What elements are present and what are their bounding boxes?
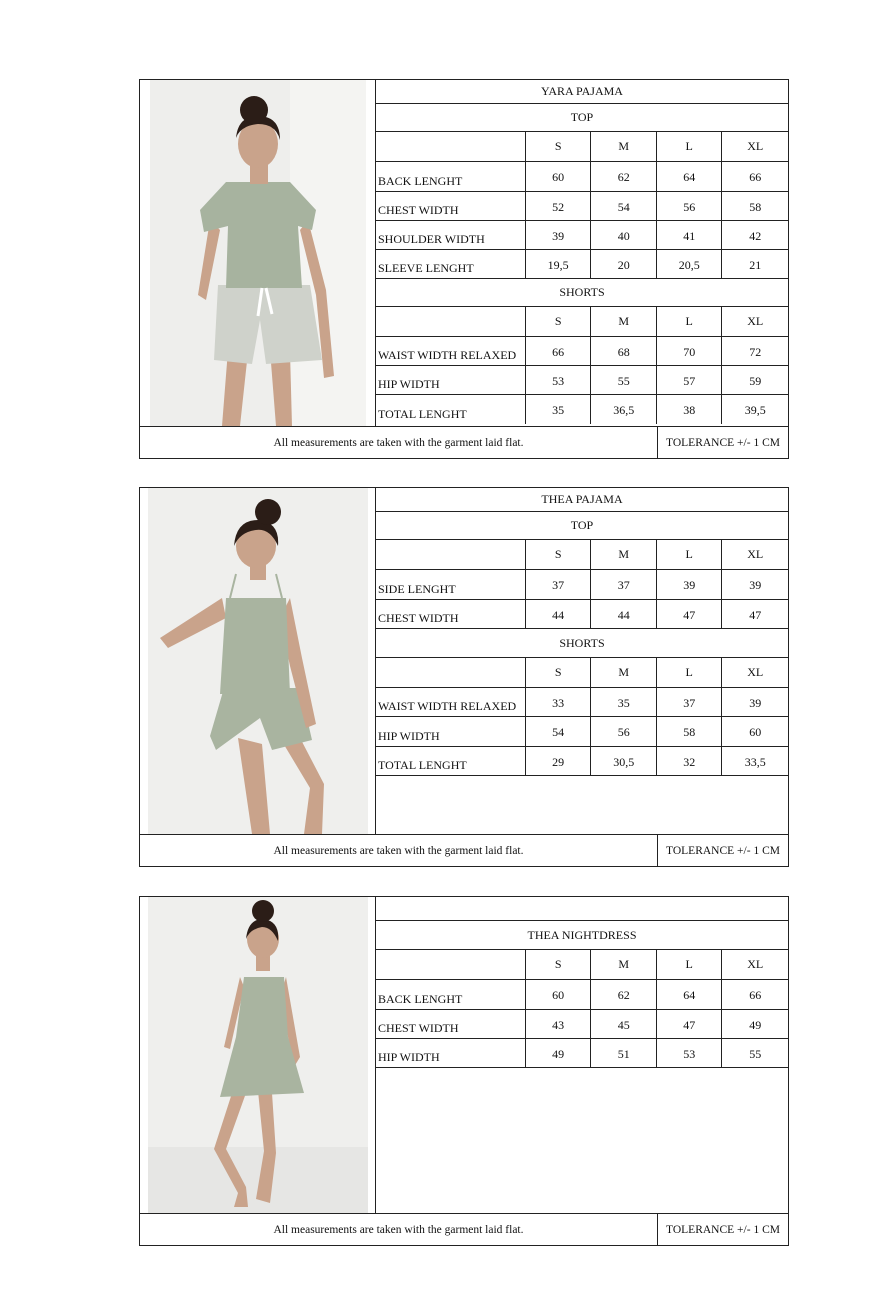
measure-value: 58: [749, 200, 762, 214]
table-row: [376, 600, 788, 629]
measure-value: 47: [749, 608, 762, 622]
measure-value: 33: [526, 688, 592, 716]
measure-value: 45: [591, 1010, 657, 1038]
measure-value: 37: [526, 570, 592, 599]
measure-value: 44: [526, 600, 592, 628]
thea-nightdress-photo: [140, 897, 376, 1213]
header-blank: [376, 658, 526, 687]
section-label-top: TOP: [570, 518, 594, 532]
measure-value: 44: [591, 600, 657, 628]
section-label-shorts: SHORTS: [559, 285, 605, 299]
measure-value: 66: [526, 337, 592, 365]
size-header-m: M: [591, 950, 657, 979]
measure-value: 51: [591, 1039, 657, 1067]
footer-row: [140, 834, 788, 866]
measure-value: 47: [657, 600, 723, 628]
measure-value: 39: [749, 696, 762, 710]
measure-value: 60: [526, 162, 592, 191]
measure-value: 20,5: [657, 250, 723, 278]
table-row: [376, 162, 788, 192]
table-row: [376, 688, 788, 717]
measure-value: 47: [657, 1010, 723, 1038]
measurement-note: All measurements are taken with the garment laid flat.: [140, 835, 658, 866]
measure-label: WAIST WIDTH RELAXED: [376, 337, 526, 365]
measure-value: 49: [526, 1039, 592, 1067]
measure-label: CHEST WIDTH: [376, 600, 526, 628]
thea-pajama-card: [139, 487, 789, 867]
header-blank: [376, 132, 526, 161]
tolerance-note: TOLERANCE +/- 1 CM: [666, 844, 780, 857]
thea-nightdress-table: [376, 897, 788, 1068]
thea-nightdress-card: [139, 896, 789, 1246]
measure-label: CHEST WIDTH: [376, 1010, 526, 1038]
measure-value: 40: [591, 221, 657, 249]
table-row: [376, 1039, 788, 1068]
size-header-l: L: [657, 132, 723, 161]
size-header-s: S: [526, 132, 592, 161]
measure-value: 55: [749, 1047, 762, 1061]
table-row: [376, 717, 788, 747]
header-blank: [376, 950, 526, 979]
size-header-s: S: [526, 658, 592, 687]
size-header-m: M: [591, 540, 657, 569]
measure-value: 57: [657, 366, 723, 394]
measure-label: BACK LENGHT: [376, 162, 526, 191]
header-blank: [376, 540, 526, 569]
measure-value: 52: [526, 192, 592, 220]
thea-pajama-table: [376, 488, 788, 776]
measurement-note: All measurements are taken with the garment laid flat.: [140, 427, 658, 458]
measure-value: 30,5: [591, 747, 657, 775]
section-label-top: TOP: [570, 110, 594, 124]
measure-label: SLEEVE LENGHT: [376, 250, 526, 278]
size-header-s: S: [526, 307, 592, 336]
measure-value: 64: [657, 980, 723, 1009]
size-header-l: L: [657, 540, 723, 569]
measure-value: 33,5: [744, 755, 766, 769]
measure-value: 66: [749, 170, 762, 184]
size-header-s: S: [526, 540, 592, 569]
measure-value: 62: [591, 980, 657, 1009]
size-header-l: L: [657, 307, 723, 336]
measure-value: 37: [591, 570, 657, 599]
table-row: [376, 395, 788, 424]
measure-value: 39: [526, 221, 592, 249]
measure-value: 64: [657, 162, 723, 191]
size-header-xl: XL: [747, 665, 764, 679]
table-row: [376, 747, 788, 776]
measure-value: 35: [526, 395, 592, 424]
measure-value: 56: [657, 192, 723, 220]
measure-value: 54: [526, 717, 592, 746]
measure-label: BACK LENGHT: [376, 980, 526, 1009]
measure-value: 72: [749, 345, 762, 359]
measure-label: WAIST WIDTH RELAXED: [376, 688, 526, 716]
measure-value: 35: [591, 688, 657, 716]
size-header-s: S: [526, 950, 592, 979]
tolerance-note: TOLERANCE +/- 1 CM: [666, 436, 780, 449]
measure-value: 32: [657, 747, 723, 775]
measure-value: 60: [526, 980, 592, 1009]
measure-label: HIP WIDTH: [376, 366, 526, 394]
size-header-xl: XL: [747, 139, 764, 153]
measure-value: 70: [657, 337, 723, 365]
section-label-shorts: SHORTS: [559, 635, 605, 650]
size-header-m: M: [591, 132, 657, 161]
measure-value: 29: [526, 747, 592, 775]
table-row: [376, 250, 788, 279]
measure-value: 59: [749, 374, 762, 388]
yara-pajama-table: [376, 80, 788, 424]
measure-value: 37: [657, 688, 723, 716]
measure-label: TOTAL LENGHT: [376, 747, 526, 775]
measure-label: HIP WIDTH: [376, 717, 526, 746]
thea-pajama-photo: [140, 488, 376, 834]
table-row: [376, 337, 788, 366]
measure-value: 53: [526, 366, 592, 394]
measure-value: 55: [591, 366, 657, 394]
product-title: YARA PAJAMA: [541, 84, 623, 98]
measure-value: 39,5: [744, 403, 766, 417]
yara-pajama-photo: [140, 80, 376, 426]
size-header-xl: XL: [747, 314, 764, 328]
size-header-m: M: [591, 658, 657, 687]
measure-value: 56: [591, 717, 657, 746]
product-title: THEA NIGHTDRESS: [527, 927, 637, 942]
size-header-l: L: [657, 950, 723, 979]
measure-label: CHEST WIDTH: [376, 192, 526, 220]
measure-label: HIP WIDTH: [376, 1039, 526, 1067]
measure-label: SHOULDER WIDTH: [376, 221, 526, 249]
footer-row: [140, 1213, 788, 1245]
table-row: [376, 1010, 788, 1039]
table-row: [376, 221, 788, 250]
table-row: [376, 570, 788, 600]
table-row: [376, 366, 788, 395]
product-title: THEA PAJAMA: [541, 492, 623, 506]
measure-value: 21: [749, 258, 762, 272]
measure-value: 42: [749, 229, 762, 243]
measure-label: SIDE LENGHT: [376, 570, 526, 599]
measure-value: 39: [749, 578, 762, 592]
measure-value: 38: [657, 395, 723, 424]
measure-value: 53: [657, 1039, 723, 1067]
blank-title-row: [376, 897, 788, 920]
footer-row: [140, 426, 788, 458]
measure-value: 58: [657, 717, 723, 746]
size-header-m: M: [591, 307, 657, 336]
table-row: [376, 980, 788, 1010]
measure-value: 54: [591, 192, 657, 220]
measure-value: 41: [657, 221, 723, 249]
measure-value: 20: [591, 250, 657, 278]
yara-pajama-card: [139, 79, 789, 459]
size-header-l: L: [657, 658, 723, 687]
measure-label: TOTAL LENGHT: [376, 395, 526, 424]
measurement-note: All measurements are taken with the garment laid flat.: [140, 1214, 658, 1245]
header-blank: [376, 307, 526, 336]
measure-value: 60: [749, 725, 762, 739]
measure-value: 36,5: [591, 395, 657, 424]
size-header-xl: XL: [747, 957, 764, 971]
measure-value: 43: [526, 1010, 592, 1038]
measure-value: 19,5: [526, 250, 592, 278]
measure-value: 62: [591, 162, 657, 191]
tolerance-note: TOLERANCE +/- 1 CM: [666, 1223, 780, 1236]
measure-value: 66: [749, 988, 762, 1002]
measure-value: 49: [749, 1018, 762, 1032]
measure-value: 39: [657, 570, 723, 599]
measure-value: 68: [591, 337, 657, 365]
size-header-xl: XL: [747, 547, 764, 561]
table-row: [376, 192, 788, 221]
